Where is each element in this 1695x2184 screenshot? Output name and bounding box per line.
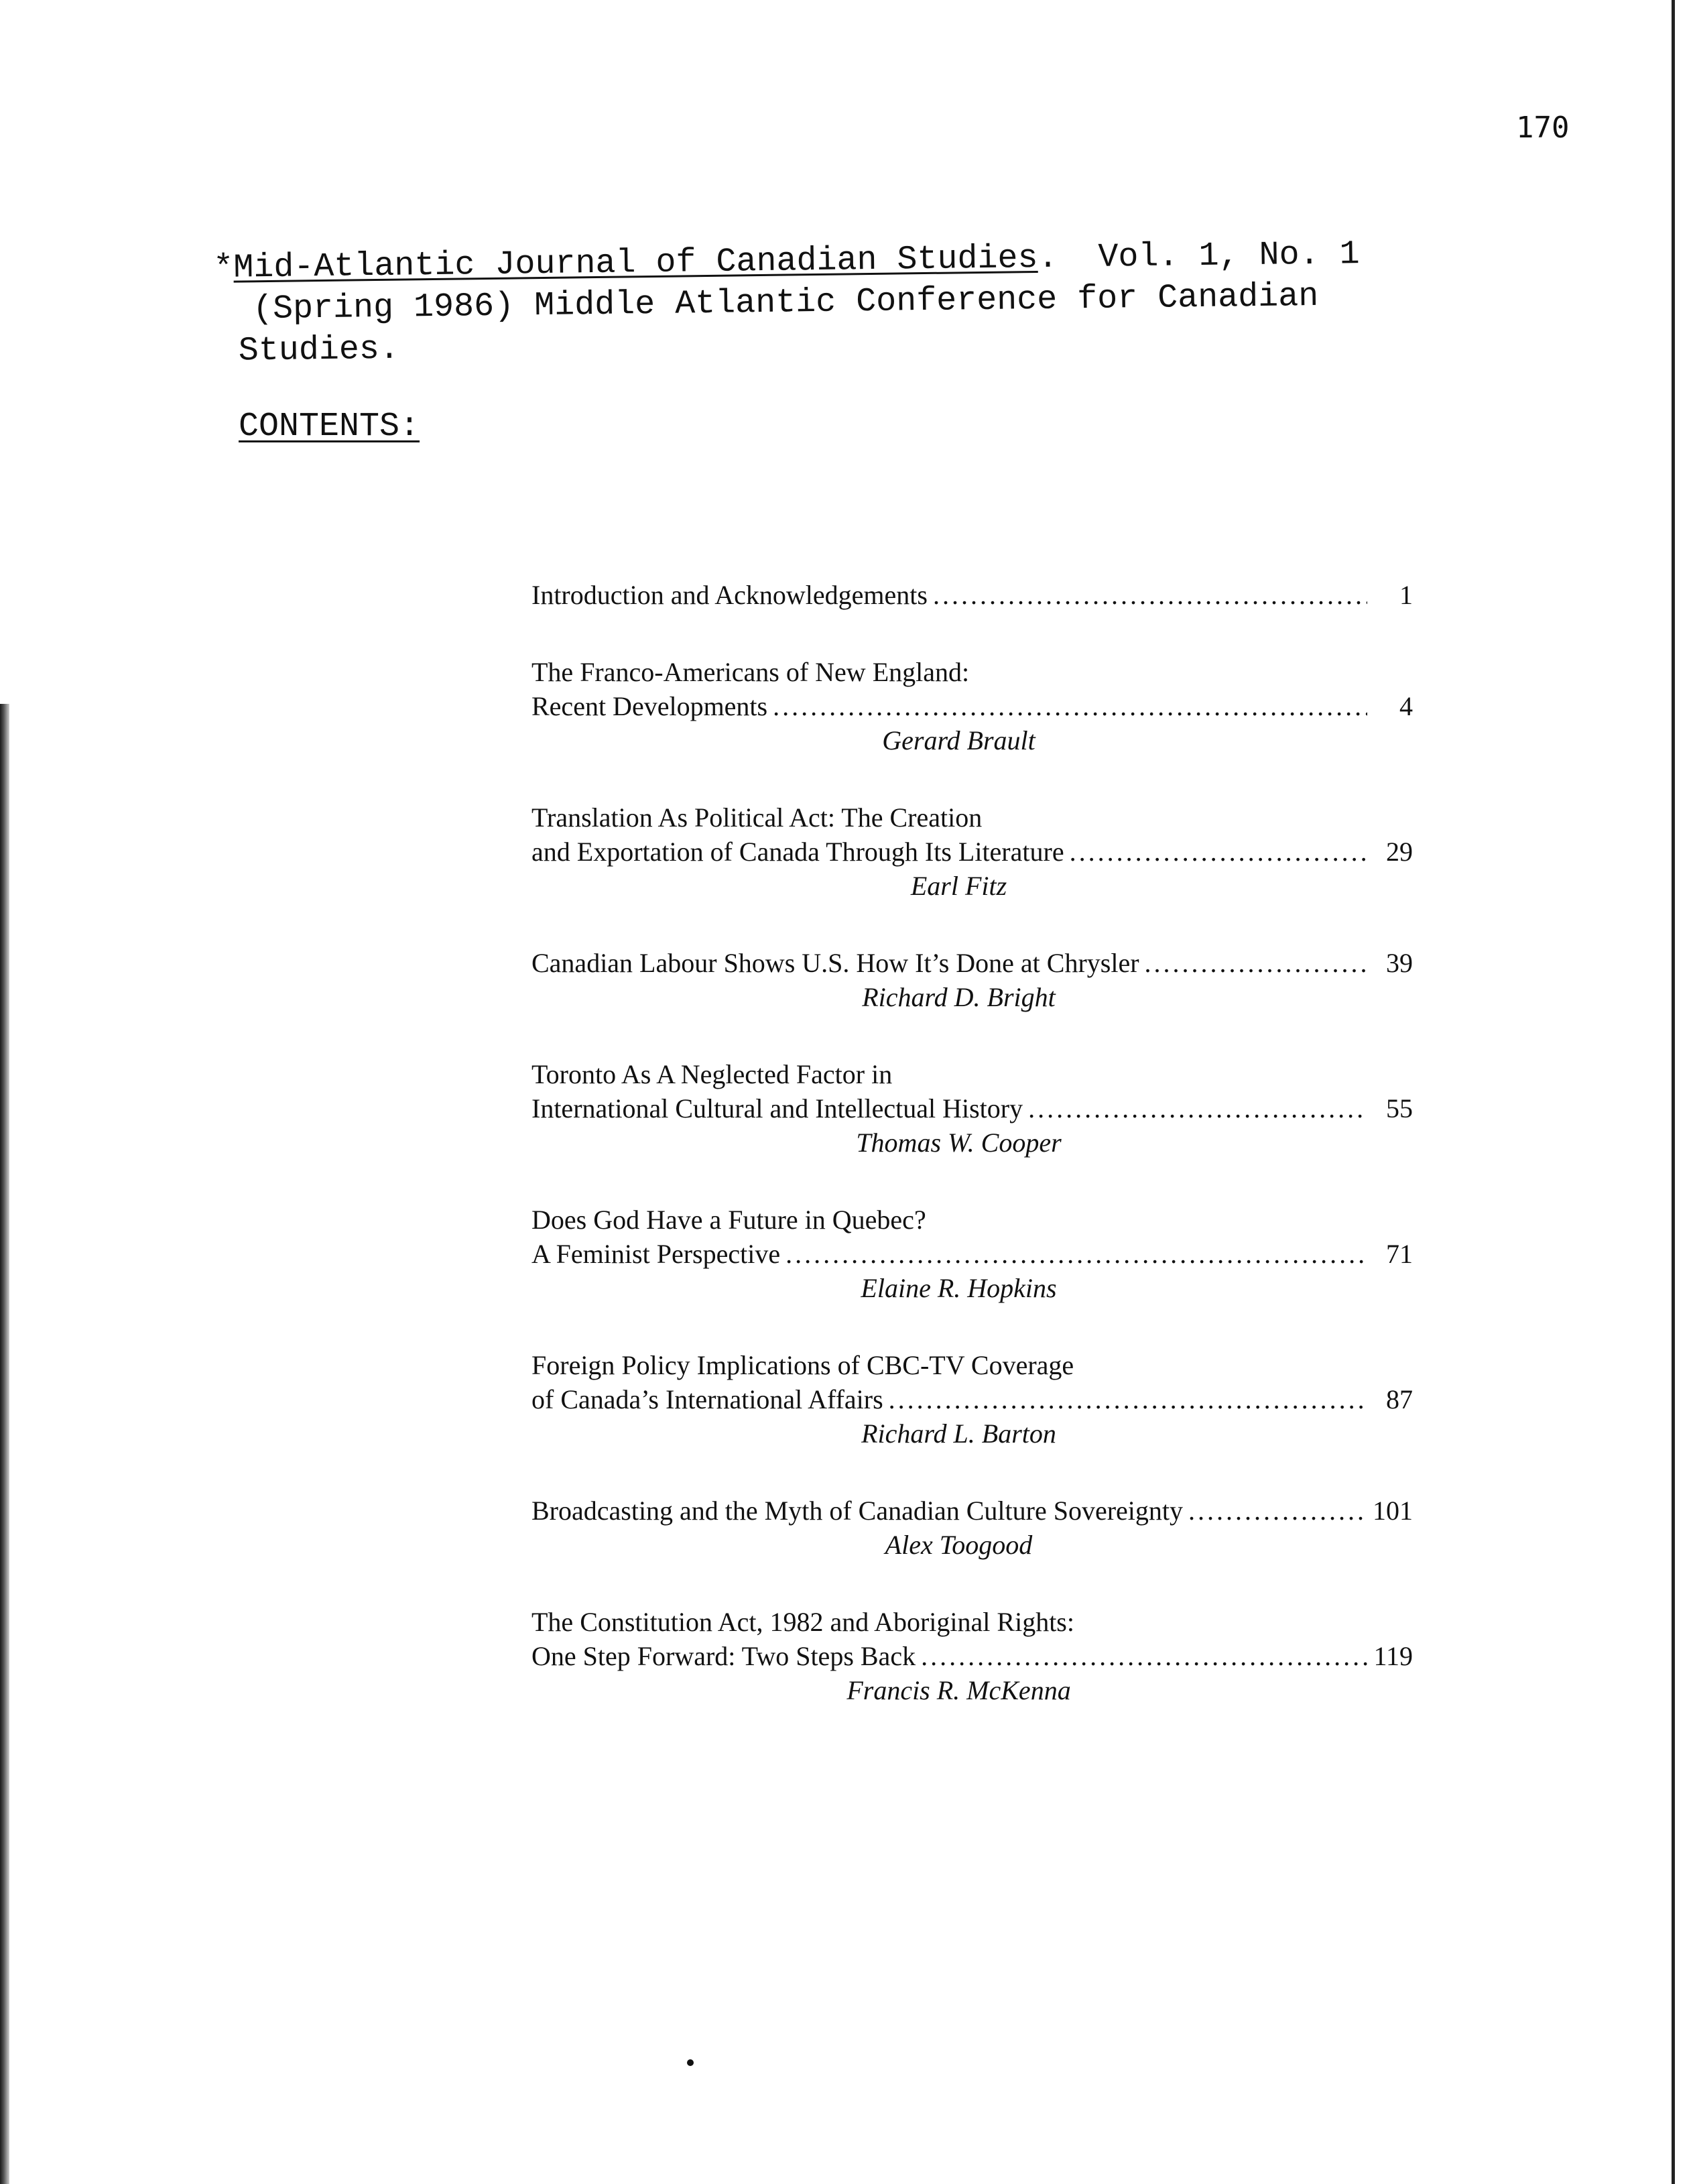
scan-right-edge	[1672, 0, 1675, 2184]
toc-entry	[531, 578, 1413, 612]
toc-page-number: 101	[1373, 1496, 1413, 1526]
toc-page-number: 29	[1386, 837, 1413, 867]
toc-title-line: Translation As Political Act: The Creation	[531, 802, 983, 833]
toc-title-line: A Feminist Perspective	[531, 1239, 781, 1269]
contents-heading: CONTENTS:	[239, 408, 420, 446]
toc-page-number: 71	[1386, 1239, 1413, 1269]
asterisk: *	[213, 249, 234, 288]
toc-title-row	[531, 689, 1413, 723]
volume-number: Vol. 1, No. 1	[1098, 235, 1360, 277]
toc-title-row	[531, 1237, 1413, 1271]
toc-title-row	[531, 946, 1413, 980]
toc-author: Gerard Brault	[882, 725, 1035, 755]
toc-title-line: of Canada’s International Affairs	[531, 1384, 883, 1414]
toc-title-line: Introduction and Acknowledgements	[531, 580, 928, 610]
toc-author: Elaine R. Hopkins	[861, 1273, 1057, 1303]
toc-title-line: and Exportation of Canada Through Its Literature	[531, 837, 1064, 867]
citation-header	[213, 233, 1421, 373]
title-period: .	[1038, 239, 1058, 278]
toc-title-line: Foreign Policy Implications of CBC-TV Coverage	[531, 1350, 1074, 1380]
toc-page-number: 87	[1386, 1384, 1413, 1414]
toc-entry	[531, 946, 1413, 1014]
toc-author: Earl Fitz	[910, 871, 1007, 901]
dot-leader	[933, 578, 1367, 612]
toc-author: Thomas W. Cooper	[856, 1128, 1062, 1158]
dot-leader	[786, 1237, 1367, 1271]
toc-title-row	[531, 835, 1413, 869]
page-number: 170	[1516, 111, 1570, 145]
toc-page-number: 119	[1373, 1641, 1413, 1671]
toc-author: Richard D. Bright	[862, 982, 1056, 1012]
toc-title-row	[531, 1639, 1413, 1673]
dot-leader	[1188, 1494, 1367, 1528]
toc-title-line: The Franco-Americans of New England:	[531, 657, 970, 687]
scan-speck	[687, 2059, 694, 2066]
toc-entry	[531, 1203, 1413, 1305]
toc-entry	[531, 1057, 1413, 1160]
dot-leader	[889, 1382, 1367, 1416]
toc-title-row	[531, 578, 1413, 612]
dot-leader	[773, 689, 1367, 723]
scan-left-edge	[0, 704, 9, 2184]
toc-title-row	[531, 1091, 1413, 1126]
toc-title-line: International Cultural and Intellectual History	[531, 1093, 1023, 1124]
table-of-contents	[531, 578, 1413, 1750]
toc-author: Francis R. McKenna	[846, 1675, 1071, 1705]
toc-title-line: Recent Developments	[531, 691, 768, 721]
toc-entry	[531, 1605, 1413, 1707]
toc-author: Alex Toogood	[885, 1530, 1033, 1560]
toc-page-number: 55	[1386, 1093, 1413, 1124]
toc-title-line: Broadcasting and the Myth of Canadian Culture Sovereignty	[531, 1496, 1184, 1526]
toc-title-line: Toronto As A Neglected Factor in	[531, 1059, 893, 1089]
toc-title-line: One Step Forward: Two Steps Back	[531, 1641, 916, 1671]
dot-leader	[1145, 946, 1367, 980]
dot-leader	[1070, 835, 1367, 869]
toc-title-row	[531, 1382, 1413, 1416]
toc-title-line: Canadian Labour Shows U.S. How It’s Done at Chrysler	[531, 948, 1139, 978]
toc-entry	[531, 655, 1413, 757]
toc-page-number: 1	[1399, 580, 1413, 610]
toc-title-line: The Constitution Act, 1982 and Aboriginal Rights:	[531, 1607, 1074, 1637]
toc-title-line: Does God Have a Future in Quebec?	[531, 1205, 926, 1235]
toc-entry	[531, 1348, 1413, 1451]
toc-author: Richard L. Barton	[861, 1418, 1056, 1449]
citation-line-2: (Spring 1986) Middle Atlantic Conference for Canadian	[252, 277, 1319, 329]
dot-leader	[1028, 1091, 1367, 1126]
toc-page-number: 39	[1386, 948, 1413, 978]
toc-page-number: 4	[1399, 691, 1413, 721]
toc-entry	[531, 1494, 1413, 1562]
toc-entry	[531, 800, 1413, 903]
citation-line-3: Studies.	[238, 330, 400, 371]
journal-title: Mid-Atlantic Journal of Canadian Studies	[233, 239, 1038, 288]
toc-title-row	[531, 1494, 1413, 1528]
dot-leader	[921, 1639, 1367, 1673]
